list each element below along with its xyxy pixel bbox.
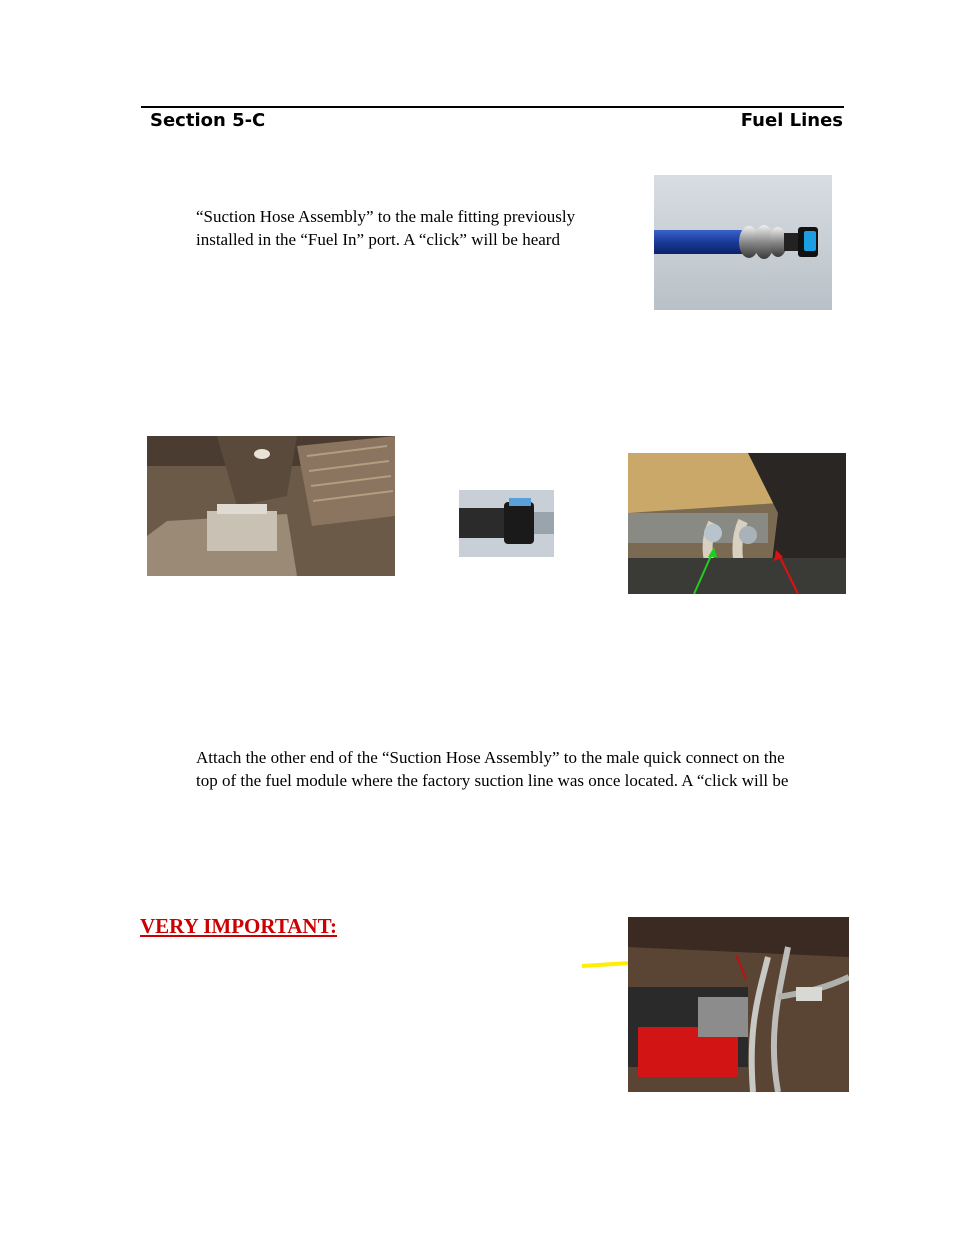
step1-line-2: installed in the “Fuel In” port. A “click” will be heard [196, 230, 560, 249]
undercarriage-photo [147, 436, 395, 576]
suction-hose-photo [654, 175, 832, 310]
header-rule [141, 106, 844, 108]
step2-line-2: top of the fuel module where the factory suction line was once located. A “click will be [196, 771, 789, 790]
fuel-lines-photo [628, 917, 849, 1092]
step1-line-1: “Suction Hose Assembly” to the male fitting previously [196, 207, 576, 226]
section-label: Section 5-C [150, 110, 266, 131]
step1-text [196, 205, 575, 251]
fuel-module-photo [628, 453, 846, 594]
section-title: Fuel Lines [740, 110, 843, 131]
warning-label: VERY IMPORTANT: [140, 914, 338, 938]
step2-text [196, 746, 788, 792]
step2-line-1: Attach the other end of the “Suction Hose Assembly” to the male quick connect on the [196, 748, 785, 767]
quick-connect-photo [459, 490, 554, 557]
